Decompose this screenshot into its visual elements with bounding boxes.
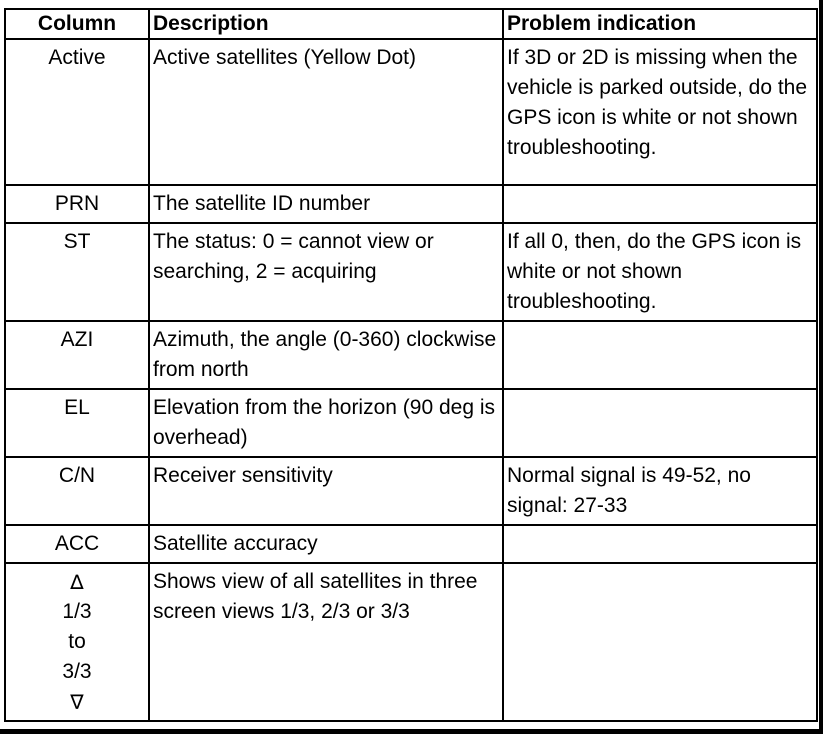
- cell-description: Satellite accuracy: [149, 525, 503, 563]
- cell-column: Active: [5, 39, 149, 185]
- cell-description: Receiver sensitivity: [149, 457, 503, 525]
- cell-problem: If all 0, then, do the GPS icon is white or not shown troubleshooting.: [503, 223, 817, 321]
- satellite-info-table: [4, 8, 818, 722]
- cell-problem: Normal signal is 49-52, no signal: 27-33: [503, 457, 817, 525]
- triangle-up-icon: ∆: [70, 570, 84, 594]
- header-description: Description: [149, 9, 503, 39]
- cell-description: Elevation from the horizon (90 deg is overhead): [149, 389, 503, 457]
- table-row: [5, 223, 817, 321]
- cell-column: [5, 563, 149, 721]
- header-problem-indication: Problem indication: [503, 9, 817, 39]
- table-row: [5, 525, 817, 563]
- table-row: [5, 321, 817, 389]
- triangle-down-icon: ∇: [70, 690, 84, 714]
- table-row: [5, 457, 817, 525]
- cell-problem: [503, 321, 817, 389]
- description-text: Shows view of all satellites in three screen views 1/3, 2/3 or 3/3: [153, 570, 478, 623]
- cell-column: ACC: [5, 525, 149, 563]
- table-row: [5, 389, 817, 457]
- screen-range-label: 1/3 to 3/3: [62, 600, 92, 683]
- cell-description: The status: 0 = cannot view or searching, 2 = acquiring: [149, 223, 503, 321]
- cell-problem: [503, 185, 817, 223]
- cell-problem: If 3D or 2D is missing when the vehicle is parked outside, do the GPS icon is white or not shown troubleshooting.: [503, 39, 817, 185]
- header-column: Column: [5, 9, 149, 39]
- cell-description: The satellite ID number: [149, 185, 503, 223]
- cell-description: [149, 563, 503, 721]
- table-row: [5, 39, 817, 185]
- cell-problem: [503, 563, 817, 721]
- cell-problem: [503, 389, 817, 457]
- cell-problem: [503, 525, 817, 563]
- cell-column: PRN: [5, 185, 149, 223]
- table-row: [5, 185, 817, 223]
- cell-column: EL: [5, 389, 149, 457]
- cell-description: Active satellites (Yellow Dot): [149, 39, 503, 185]
- cell-column: ST: [5, 223, 149, 321]
- cell-description: Azimuth, the angle (0-360) clockwise from north: [149, 321, 503, 389]
- cell-column: C/N: [5, 457, 149, 525]
- bottom-border-rule: [0, 729, 823, 734]
- right-border-rule: [819, 0, 823, 734]
- table-header-row: [5, 9, 817, 39]
- cell-column: AZI: [5, 321, 149, 389]
- table-row: [5, 563, 817, 721]
